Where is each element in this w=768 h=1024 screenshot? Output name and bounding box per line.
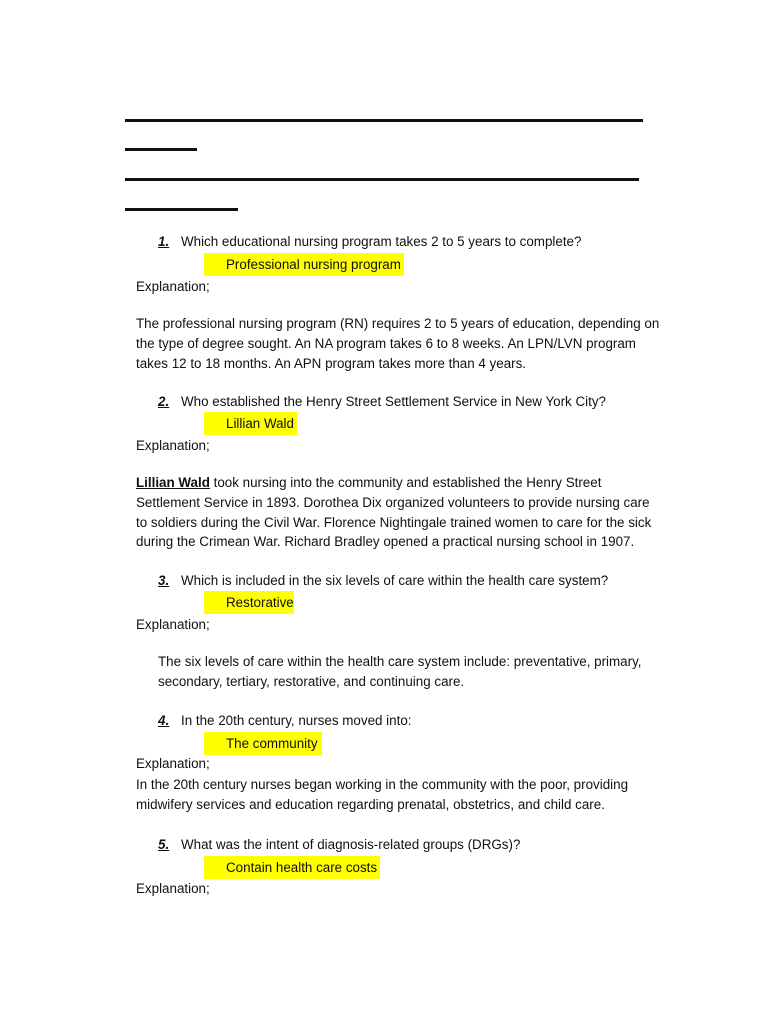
question-number: 1.	[158, 234, 170, 249]
question-number: 5.	[158, 837, 170, 852]
title-rule-4	[125, 208, 238, 211]
answer-text: Professional nursing program	[226, 257, 401, 272]
answer-text: Restorative	[226, 595, 294, 610]
explanation-label: Explanation;	[136, 279, 210, 294]
question-number: 2.	[158, 394, 170, 409]
answer-text: Lillian Wald	[226, 416, 294, 431]
question-text: What was the intent of diagnosis-related groups (DRGs)?	[181, 837, 521, 852]
answer-highlight	[204, 732, 322, 755]
answer-highlight	[204, 856, 380, 879]
answer-highlight	[204, 412, 297, 435]
explanation-label: Explanation;	[136, 756, 210, 771]
explanation-emphasis: Lillian Wald	[136, 475, 210, 490]
answer-text: Contain health care costs	[226, 860, 378, 875]
explanation-label: Explanation;	[136, 617, 210, 632]
explanation-label: Explanation;	[136, 438, 210, 453]
explanation-text: Lillian Wald took nursing into the community and established the Henry Street Settlement Service in 1893. Dorothea Dix organized volunteers to provide nursing care to soldiers during the Civil War. Florence Nightingale trained women to care for the sick during the Crimean War. Richard Bradley opened a practical nursing school in 1907.	[136, 475, 652, 550]
title-rule-1	[125, 119, 643, 122]
explanation-label: Explanation;	[136, 881, 210, 896]
explanation-text: The professional nursing program (RN) requires 2 to 5 years of education, depending on the type of degree sought. An NA program takes 6 to 8 weeks. An LPN/LVN program takes 12 to 18 months. An APN program takes more than 4 years.	[136, 316, 660, 371]
explanation-text: In the 20th century nurses began working in the community with the poor, providing midwifery services and education regarding prenatal, obstetrics, and child care.	[136, 777, 629, 812]
answer-highlight	[204, 591, 294, 614]
question-text: In the 20th century, nurses moved into:	[181, 713, 412, 728]
question-text: Which is included in the six levels of care within the health care system?	[181, 573, 609, 588]
explanation-text: The six levels of care within the health care system include: preventative, primary, secondary, tertiary, restorative, and continuing care.	[158, 654, 642, 689]
question-number: 3.	[158, 573, 170, 588]
title-rule-3	[125, 178, 639, 181]
title-rule-2	[125, 148, 197, 151]
question-number: 4.	[158, 713, 170, 728]
question-text: Who established the Henry Street Settlement Service in New York City?	[181, 394, 606, 409]
answer-highlight	[204, 253, 404, 276]
question-text: Which educational nursing program takes 2 to 5 years to complete?	[181, 234, 582, 249]
answer-text: The community	[226, 736, 318, 751]
